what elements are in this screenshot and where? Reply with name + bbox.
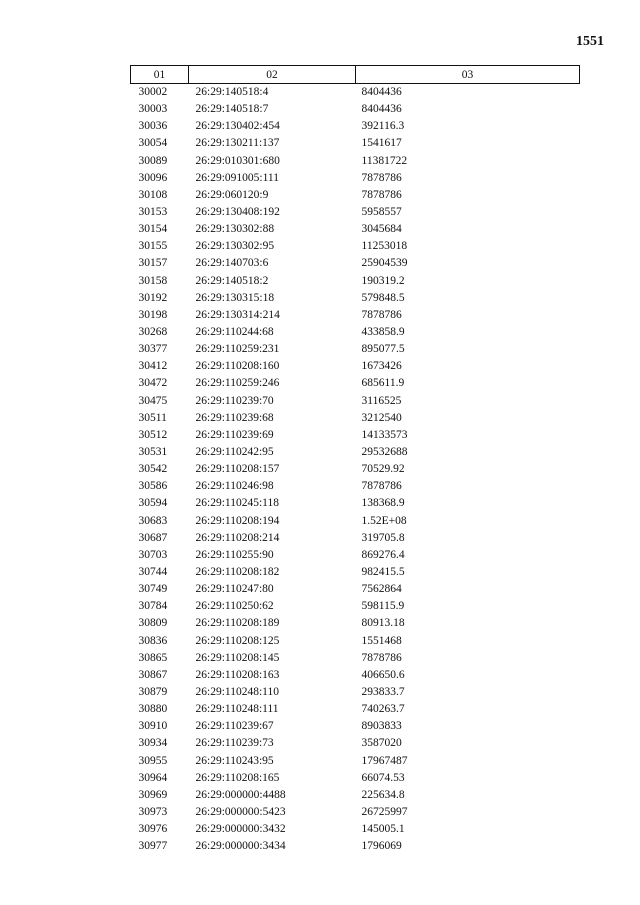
cell-id: 30934 — [138, 737, 168, 750]
cell-value: 138368.9 — [361, 497, 405, 510]
table-header — [131, 66, 580, 84]
cell-cadastral-number: 26:29:110208:125 — [195, 634, 280, 647]
cell-value: 7878786 — [361, 171, 402, 184]
table-row — [131, 735, 580, 752]
cell-id: 30511 — [138, 411, 167, 424]
table-row — [131, 204, 580, 221]
table-row — [131, 273, 580, 290]
cell-id: 30865 — [138, 651, 168, 664]
cell-id: 30687 — [138, 531, 168, 544]
cell-value: 3587020 — [361, 737, 402, 750]
table-row — [131, 427, 580, 444]
cell-cadastral-number: 26:29:091005:111 — [195, 171, 279, 184]
cell-value: 66074.53 — [361, 771, 405, 784]
table-row — [131, 187, 580, 204]
cell-cadastral-number: 26:29:110239:73 — [195, 737, 274, 750]
table-row — [131, 170, 580, 187]
cell-cadastral-number: 26:29:110208:194 — [195, 514, 280, 527]
cell-id: 30155 — [138, 240, 168, 253]
cell-id: 30158 — [138, 274, 168, 287]
cell-value: 70529.92 — [361, 463, 405, 476]
table-row — [131, 598, 580, 615]
cell-value: 7878786 — [361, 308, 402, 321]
cell-value: 145005.1 — [361, 823, 405, 836]
table-row — [131, 153, 580, 170]
cell-value: 293833.7 — [361, 685, 405, 698]
table-row — [131, 101, 580, 118]
cell-value: 1.52E+08 — [361, 514, 407, 527]
cell-cadastral-number: 26:29:130402:454 — [195, 120, 280, 133]
cell-cadastral-number: 26:29:110250:62 — [195, 600, 274, 613]
cell-cadastral-number: 26:29:000000:4488 — [195, 788, 286, 801]
table-row — [131, 633, 580, 650]
cell-cadastral-number: 26:29:110239:67 — [195, 720, 274, 733]
cell-cadastral-number: 26:29:140518:7 — [195, 103, 269, 116]
cell-value: 190319.2 — [361, 274, 405, 287]
cell-cadastral-number: 26:29:110208:165 — [195, 771, 280, 784]
table-row — [131, 238, 580, 255]
cell-id: 30003 — [138, 103, 168, 116]
cell-cadastral-number: 26:29:130302:95 — [195, 240, 275, 253]
table-row — [131, 495, 580, 512]
cell-id: 30531 — [138, 446, 168, 459]
cell-cadastral-number: 26:29:110208:182 — [195, 566, 280, 578]
cell-value: 433858.9 — [361, 326, 405, 339]
cell-cadastral-number: 26:29:110208:214 — [195, 531, 280, 544]
cell-id: 30809 — [138, 617, 168, 630]
cell-id: 30683 — [138, 514, 168, 527]
cell-value: 1541617 — [361, 137, 402, 150]
cell-value: 7562864 — [361, 583, 402, 596]
cell-cadastral-number: 26:29:000000:3434 — [195, 840, 286, 853]
table-row — [131, 838, 580, 855]
cell-cadastral-number: 26:29:140518:4 — [195, 86, 269, 99]
table-row — [131, 118, 580, 135]
cell-value: 11381722 — [361, 154, 408, 167]
cell-cadastral-number: 26:29:110208:160 — [195, 360, 280, 373]
cell-id: 30192 — [138, 291, 168, 304]
table-row — [131, 530, 580, 547]
cell-cadastral-number: 26:29:130302:88 — [195, 223, 275, 236]
cell-id: 30002 — [138, 86, 168, 99]
cell-cadastral-number: 26:29:110244:68 — [195, 326, 274, 339]
cell-value: 3116525 — [361, 394, 402, 407]
table-row — [131, 393, 580, 410]
cell-value: 1796069 — [361, 840, 402, 853]
cell-value: 8404436 — [361, 103, 402, 116]
page-number: 1551 — [576, 34, 604, 49]
cell-id: 30586 — [138, 480, 168, 493]
cell-id: 30036 — [138, 120, 168, 133]
cell-value: 1551468 — [361, 634, 402, 647]
cell-cadastral-number: 26:29:110245:118 — [195, 497, 279, 510]
cell-id: 30198 — [138, 308, 168, 321]
cell-id: 30594 — [138, 497, 168, 510]
cell-id: 30542 — [138, 463, 168, 476]
table-row — [131, 290, 580, 307]
cell-cadastral-number: 26:29:140518:2 — [195, 274, 269, 287]
cell-id: 30157 — [138, 257, 168, 270]
cell-id: 30955 — [138, 754, 168, 767]
cell-value: 7878786 — [361, 480, 402, 493]
cell-cadastral-number: 26:29:110239:69 — [195, 428, 274, 441]
cell-cadastral-number: 26:29:130408:192 — [195, 206, 280, 219]
cell-id: 30268 — [138, 326, 168, 339]
cell-cadastral-number: 26:29:140703:6 — [195, 257, 269, 270]
cell-cadastral-number: 26:29:010301:680 — [195, 154, 280, 167]
data-table — [130, 65, 580, 855]
cell-id: 30475 — [138, 394, 168, 407]
table-row — [131, 461, 580, 478]
cell-value: 392116.3 — [361, 120, 405, 133]
table-row — [131, 564, 580, 581]
column-header-01: 01 — [131, 66, 189, 84]
cell-cadastral-number: 26:29:110259:246 — [195, 377, 280, 390]
header-row — [131, 66, 580, 84]
column-header-03: 03 — [356, 66, 580, 84]
cell-cadastral-number: 26:29:130315:18 — [195, 291, 275, 304]
cell-value: 740263.7 — [361, 703, 405, 716]
cell-value: 406650.6 — [361, 668, 405, 681]
cell-value: 7878786 — [361, 651, 402, 664]
cell-cadastral-number: 26:29:130314:214 — [195, 308, 280, 321]
table-row — [131, 410, 580, 427]
cell-id: 30054 — [138, 137, 168, 150]
cell-value: 5958557 — [361, 206, 402, 219]
table-row — [131, 375, 580, 392]
cell-cadastral-number: 26:29:110208:157 — [195, 463, 280, 476]
cell-value: 80913.18 — [361, 617, 405, 630]
cell-cadastral-number: 26:29:110248:111 — [195, 703, 279, 716]
table-row — [131, 718, 580, 735]
table-row — [131, 358, 580, 375]
cell-cadastral-number: 26:29:110239:70 — [195, 394, 274, 407]
cell-id: 30089 — [138, 154, 168, 167]
cell-value: 26725997 — [361, 805, 408, 818]
cell-id: 30976 — [138, 823, 168, 836]
table-row — [131, 684, 580, 701]
table-row — [131, 821, 580, 838]
cell-cadastral-number: 26:29:110243:95 — [195, 754, 274, 767]
cell-id: 30096 — [138, 171, 168, 184]
column-header-02: 02 — [189, 66, 356, 84]
cell-value: 685611.9 — [361, 377, 405, 390]
cell-value: 14133573 — [361, 428, 408, 441]
cell-value: 579848.5 — [361, 291, 405, 304]
cell-value: 11253018 — [361, 240, 408, 253]
cell-cadastral-number: 26:29:110208:163 — [195, 668, 280, 681]
cell-value: 598115.9 — [361, 600, 405, 613]
table-row — [131, 804, 580, 821]
table-row — [131, 444, 580, 461]
cell-id: 30910 — [138, 720, 168, 733]
table-row — [131, 135, 580, 152]
cell-id: 30969 — [138, 788, 168, 801]
cell-cadastral-number: 26:29:110242:95 — [195, 446, 274, 459]
table-row — [131, 84, 580, 102]
cell-value: 7878786 — [361, 188, 402, 201]
cell-cadastral-number: 26:29:060120:9 — [195, 188, 269, 201]
cell-id: 30880 — [138, 703, 168, 716]
cell-id: 30879 — [138, 685, 168, 698]
cell-id: 30836 — [138, 634, 168, 647]
table-row — [131, 547, 580, 564]
cell-id: 30977 — [138, 840, 168, 853]
cell-value: 8903833 — [361, 720, 402, 733]
cell-cadastral-number: 26:29:110247:80 — [195, 583, 274, 596]
table-row — [131, 701, 580, 718]
cell-id: 30154 — [138, 223, 168, 236]
table-row — [131, 324, 580, 341]
cell-id: 30512 — [138, 428, 168, 441]
table-row — [131, 307, 580, 324]
cell-id: 30784 — [138, 600, 168, 613]
table-row — [131, 341, 580, 358]
cell-id: 30749 — [138, 583, 168, 596]
cell-id: 30744 — [138, 566, 168, 578]
cell-cadastral-number: 26:29:110248:110 — [195, 685, 279, 698]
cell-id: 30108 — [138, 188, 168, 201]
cell-value: 3212540 — [361, 411, 402, 424]
cell-cadastral-number: 26:29:130211:137 — [195, 137, 280, 150]
cell-value: 29532688 — [361, 446, 408, 459]
cell-id: 30377 — [138, 343, 168, 356]
table-row — [131, 770, 580, 787]
table-row — [131, 581, 580, 598]
table-row — [131, 787, 580, 804]
table-row — [131, 650, 580, 667]
cell-value: 319705.8 — [361, 531, 405, 544]
cell-id: 30412 — [138, 360, 168, 373]
cell-cadastral-number: 26:29:110259:231 — [195, 343, 280, 356]
cell-value: 895077.5 — [361, 343, 405, 356]
cell-cadastral-number: 26:29:110255:90 — [195, 548, 274, 561]
cell-value: 982415.5 — [361, 566, 405, 578]
cell-id: 30472 — [138, 377, 168, 390]
table-row — [131, 221, 580, 238]
cell-id: 30153 — [138, 206, 168, 219]
cell-id: 30964 — [138, 771, 168, 784]
cell-value: 1673426 — [361, 360, 402, 373]
cell-value: 25904539 — [361, 257, 408, 270]
cell-cadastral-number: 26:29:110239:68 — [195, 411, 274, 424]
cell-id: 30867 — [138, 668, 168, 681]
table-row — [131, 478, 580, 495]
table-row — [131, 667, 580, 684]
cell-cadastral-number: 26:29:110208:145 — [195, 651, 280, 664]
cell-cadastral-number: 26:29:000000:5423 — [195, 805, 286, 818]
cell-value: 3045684 — [361, 223, 402, 236]
cell-cadastral-number: 26:29:000000:3432 — [195, 823, 286, 836]
table-row — [131, 752, 580, 769]
cell-value: 8404436 — [361, 86, 402, 99]
cell-value: 225634.8 — [361, 788, 405, 801]
cell-value: 17967487 — [361, 754, 408, 767]
cell-id: 30703 — [138, 548, 168, 561]
cell-cadastral-number: 26:29:110246:98 — [195, 480, 274, 493]
cell-id: 30973 — [138, 805, 168, 818]
table-body — [131, 84, 580, 856]
table-row — [131, 615, 580, 632]
cell-value: 869276.4 — [361, 548, 405, 561]
table-row — [131, 255, 580, 272]
table-row — [131, 513, 580, 530]
cell-cadastral-number: 26:29:110208:189 — [195, 617, 280, 630]
